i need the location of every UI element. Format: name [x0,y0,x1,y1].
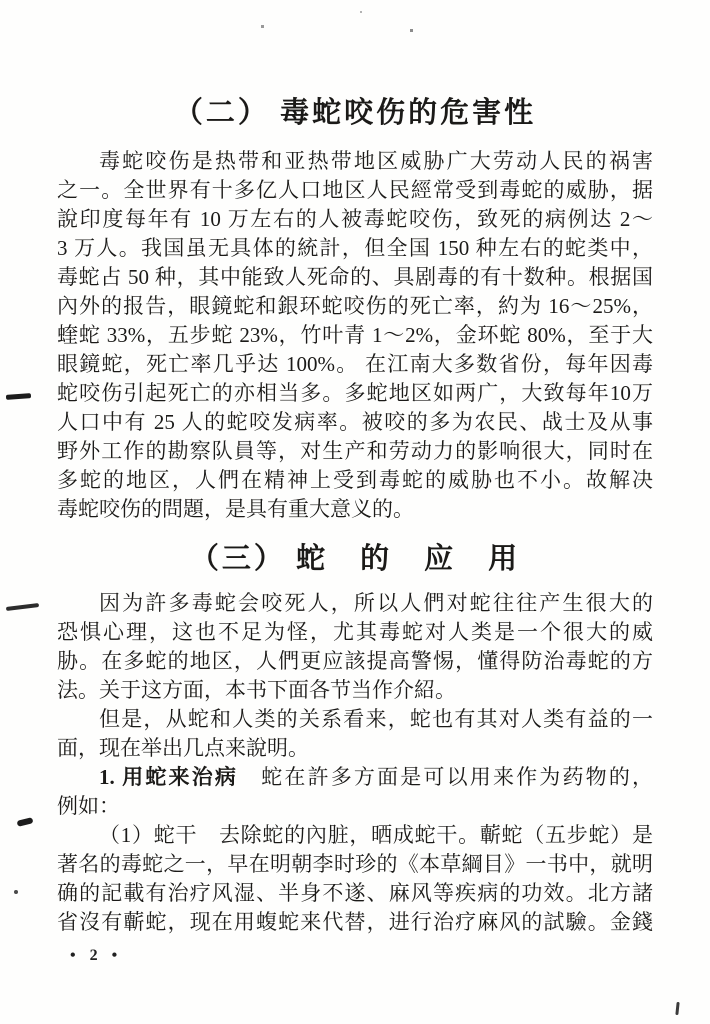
text-line: 內外的报告，眼鏡蛇和銀环蛇咬伤的死亡率，約为 16～25%， [57,294,653,318]
text-line: 确的記載有治疗风湿、半身不遂、麻风等疾病的功效。北方諸 [57,881,653,905]
dust-speck [14,890,18,894]
ink-smudge [17,817,34,827]
text-line: 法。关于这方面，本书下面各节当作介紹。 [57,678,456,702]
text-line: 面，现在举出几点来說明。 [57,736,309,760]
text-line: 因为許多毒蛇会咬死人，所以人們对蛇往往产生很大的 [99,591,653,615]
text-line: 說印度每年有 10 万左右的人被毒蛇咬伤，致死的病例达 2～ [57,207,653,231]
dust-speck [410,29,413,32]
text-line: 蝰蛇 33%，五步蛇 23%，竹叶青 1～2%，金环蛇 80%，至于大 [57,323,653,347]
item-bold-label: 1. 用蛇来治病 [99,765,239,789]
ink-smudge [6,393,31,400]
text-line: 多蛇的地区，人們在精神上受到毒蛇的威胁也不小。故解决 [57,468,653,492]
section-heading-2: （二） 毒蛇咬伤的危害性 [173,97,537,129]
text-line: （1）蛇干 去除蛇的內脏，晒成蛇干。蘄蛇（五步蛇）是 [99,823,653,847]
text-line: 之一。全世界有十多亿人口地区人民經常受到毒蛇的威胁，据 [57,178,653,202]
ink-smudge [6,603,39,611]
text-line: 例如： [57,794,120,818]
text-line: 蛇咬伤引起死亡的亦相当多。多蛇地区如两广，大致每年10万 [57,381,653,405]
text-line: 著名的毒蛇之一，早在明朝李时珍的《本草綱目》一书中，就明 [57,852,653,876]
text-line: 但是，从蛇和人类的关系看来，蛇也有其对人类有益的一 [99,707,653,731]
text-line: 毒蛇占 50 种，其中能致人死命的、具剧毒的有十数种。根据国 [57,265,653,289]
text-line: 胁。在多蛇的地区，人們更应該提高警惕，懂得防治毒蛇的方 [57,649,653,673]
text-line: 毒蛇咬伤的問題，是具有重大意义的。 [57,497,414,521]
ink-smudge [675,1002,679,1015]
text-line: 毒蛇咬伤是热带和亚热带地区威胁广大劳动人民的祸害 [99,149,653,173]
text-line: 恐惧心理，这也不足为怪，尤其毒蛇对人类是一个很大的威 [57,620,653,644]
section-3-body [57,589,653,937]
text-line: 眼鏡蛇，死亡率几乎达 100%。 在江南大多数省份，每年因毒 [57,352,653,376]
dust-speck [360,11,362,13]
text-line: 省沒有蘄蛇，现在用蝮蛇来代替，进行治疗麻风的試驗。金錢 [57,910,653,934]
text-line: 3 万人。我国虽无具体的統計，但全国 150 种左右的蛇类中， [57,236,653,260]
numbered-item-line [57,763,653,792]
section-heading-3: （三） 蛇 的 应 用 [189,543,521,575]
text-line: 野外工作的勘察队員等，对生产和劳动力的影响很大，同时在 [57,439,653,463]
page-number: • 2 • [70,947,123,964]
section-2-body [57,147,653,524]
text-line: 人口中有 25 人的蛇咬发病率。被咬的多为农民、战士及从事 [57,410,653,434]
dust-speck [261,25,264,28]
item-rest-text: 蛇在許多方面是可以用来作为药物的， [238,765,654,789]
